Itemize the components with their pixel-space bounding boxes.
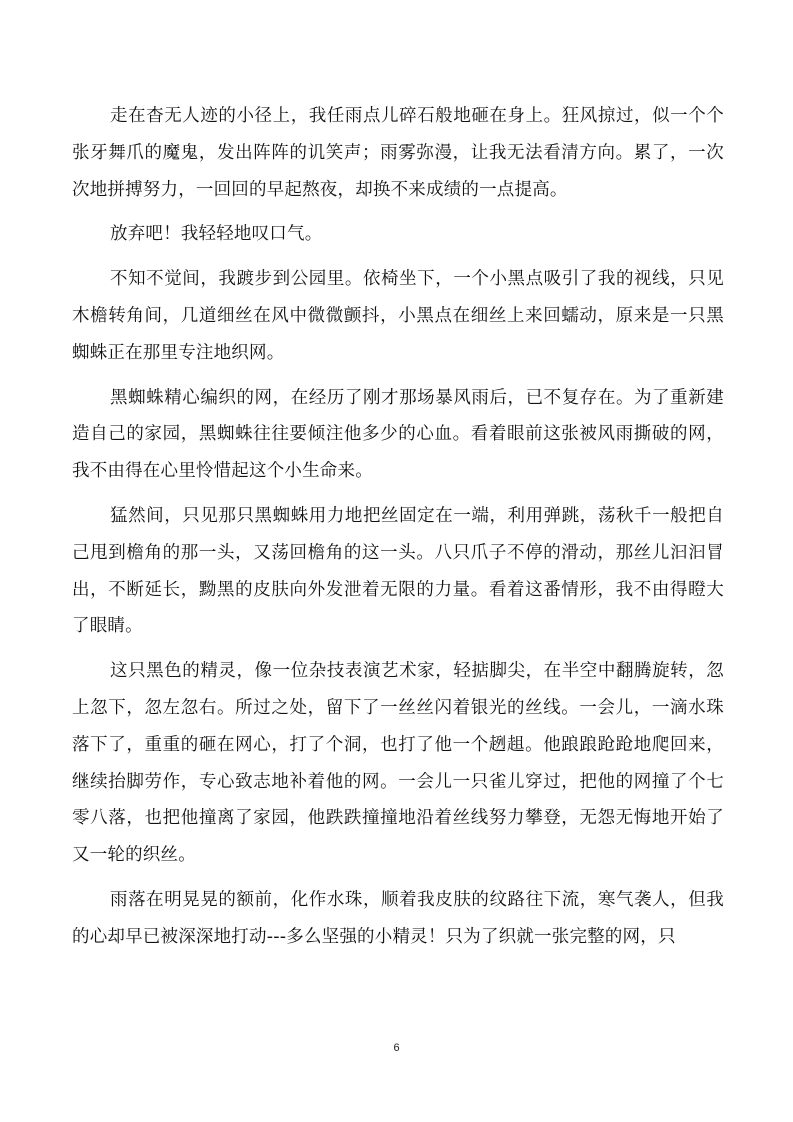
paragraph-1: 走在杳无人迹的小径上，我任雨点儿碎石般地砸在身上。狂风掠过，似一个个张牙舞爪的魔鬼，发出阵阵的讥笑声；雨雾弥漫，让我无法看清方向。累了，一次次地拼搏努力，一回回的早起熬夜，却换不来成绩的一点提高。 [72,106,724,200]
paragraph-4: 黑蜘蛛精心编织的网，在经历了刚才那场暴风雨后，已不复存在。为了重新建造自己的家园，黑蜘蛛往往要倾注他多少的心血。看着眼前这张被风雨撕破的网，我不由得在心里怜惜起这个小生命来。 [72,387,724,482]
paragraph-6: 这只黑色的精灵，像一位杂技表演艺术家，轻掂脚尖，在半空中翻腾旋转，忽上忽下，忽左忽右。所过之处，留下了一丝丝闪着银光的丝线。一会儿，一滴水珠落下了，重重的砸在网心，打了个洞，也打了他一个趔趄。他踉踉跄跄地爬回来，继续抬脚劳作，专心致志地补着他的网。一会儿一只雀儿穿过，把他的网撞了个七零八落，也把他撞离了家园，他跌跌撞撞地沿着丝线努力攀登，无怨无悔地开始了又一轮的织丝。 [72,661,724,866]
page-number: 6 [393,1042,400,1054]
paragraph-5: 猛然间，只见那只黑蜘蛛用力地把丝固定在一端，利用弹跳，荡秋千一般把自己甩到檐角的那一头，又荡回檐角的这一头。八只爪子不停的滑动，那丝儿汩汩冒出，不断延长，黝黑的皮肤向外发泄着无限的力量。看着这番情形，我不由得瞪大了眼睛。 [72,505,724,637]
paragraph-2: 放弃吧！我轻轻地叹口气。 [110,224,323,245]
paragraph-3: 不知不觉间，我踱步到公园里。依椅坐下，一个小黑点吸引了我的视线，只见木檐转角间，几道细丝在风中微微颤抖，小黑点在细丝上来回蠕动，原来是一只黑蜘蛛正在那里专注地织网。 [72,269,724,363]
paragraph-7: 雨落在明晃晃的额前，化作水珠，顺着我皮肤的纹路往下流，寒气袭人，但我的心却早已被深深地打动---多么坚强的小精灵！只为了织就一张完整的网，只 [72,889,724,947]
body-text [72,98,724,964]
